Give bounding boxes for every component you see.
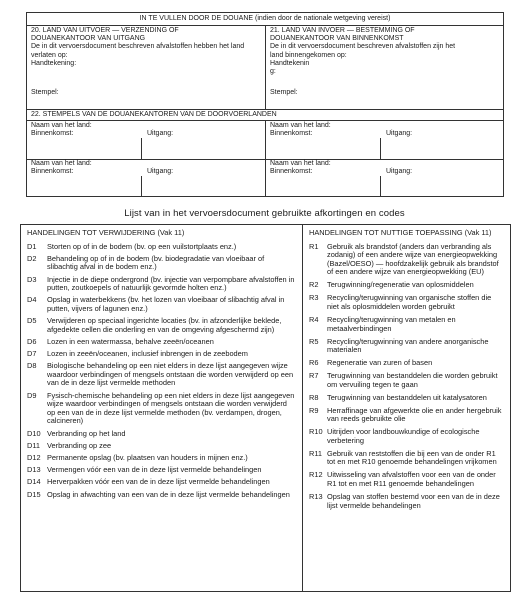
export-import-row: [27, 25, 503, 110]
item-code: D3: [27, 274, 37, 284]
box-20-title-1: 20. LAND VAN UITVOER — VERZENDING OF: [31, 27, 179, 34]
cell-divider: [141, 138, 142, 159]
item-text: Verwijderen op speciaal ingerichte locaties (bv. in afzonderlijke beklede, afgedekte cellen die onderling en van de omgeving afgeschermd zijn): [47, 316, 282, 334]
item-code: R7: [309, 371, 319, 381]
item-text: Gebruik van reststoffen die bij een van de onder R1 tot en met R10 genoemde behandelingen vrijkomen: [327, 448, 497, 467]
item-text: Recycling/terugwinning van metalen en metaalverbindingen: [327, 314, 456, 333]
item-code: D15: [27, 489, 41, 499]
list-item: [309, 394, 504, 403]
item-text: Regeneratie van zuren of basen: [327, 358, 433, 368]
item-code: R8: [309, 392, 319, 402]
entry-label: Binnenkomst:: [270, 130, 313, 137]
item-text: Permanente opslag (bv. plaatsen van houders in mijnen enz.): [47, 453, 248, 462]
entry-label: Binnenkomst:: [31, 168, 74, 175]
cell-divider: [141, 176, 142, 197]
transit-stamps-grid: [27, 121, 503, 197]
list-item: [27, 255, 296, 272]
box-21-title-2: DOUANEKANTOOR VAN BINNENKOMST: [270, 35, 404, 43]
list-item: [27, 338, 296, 347]
box-21-signature: Handtekenin: [270, 59, 310, 67]
box-21-stamp: Stempel:: [270, 88, 298, 96]
item-text: Vermengen vóór een van de in deze lijst vermelde behandelingen: [47, 465, 262, 475]
list-item: [309, 316, 504, 333]
item-text: Uitwisseling van afvalstoffen voor een van de onder R1 tot en met R11 genoemde behandelingen: [327, 470, 496, 488]
transit-cell: [27, 159, 265, 197]
list-item: [27, 442, 296, 451]
item-code: R4: [309, 314, 319, 324]
exit-label: Uitgang:: [147, 168, 174, 175]
box-20-stamp: Stempel:: [31, 88, 59, 96]
customs-header: IN TE VULLEN DOOR DE DOUANE (indien door de nationale wetgeving vereist): [27, 13, 503, 26]
item-code: R13: [309, 491, 323, 501]
list-item: [309, 338, 504, 355]
recovery-title: HANDELINGEN TOT NUTTIGE TOEPASSING (Vak 11): [309, 228, 492, 237]
box-20-text-2: verlaten op:: [31, 51, 68, 59]
list-item: [309, 372, 504, 389]
item-text: Gebruik als brandstof (anders dan verbranding als zodanig) of een andere wijze van energieopwekking (Bazel/OESO) — hoofdzakelijk gebruik als brandstof of een andere wijze van energieopwekking (EU): [327, 241, 499, 277]
list-item: [27, 466, 296, 475]
list-item: [309, 281, 504, 290]
exit-label: Uitgang:: [386, 168, 413, 175]
item-code: D1: [27, 241, 37, 251]
customs-form: [26, 12, 504, 197]
item-text: Herverpakken vóór een van de in deze lijst vermelde behandelingen: [47, 477, 270, 487]
item-code: D12: [27, 453, 41, 462]
codes-table: [20, 224, 511, 592]
item-code: R10: [309, 427, 323, 437]
item-code: R2: [309, 280, 319, 290]
item-text: Herraffinage van afgewerkte olie en ander hergebruik van reeds gebruikte olie: [327, 405, 502, 424]
item-text: Opslag in waterbekkens (bv. het lozen van vloeibaar of slibachtig afval in putten, vijvers of lagunen enz.): [47, 295, 285, 313]
box-22-title: 22. STEMPELS VAN DE DOUANEKANTOREN VAN DE DOORVOERLANDEN: [27, 109, 503, 121]
item-code: D7: [27, 349, 37, 359]
list-item: [27, 296, 296, 313]
list-item: [309, 407, 504, 424]
box-21-signature-tail: g:: [270, 68, 276, 76]
item-code: D11: [27, 440, 41, 450]
item-code: D4: [27, 295, 37, 305]
item-code: D6: [27, 336, 37, 346]
exit-label: Uitgang:: [386, 130, 413, 137]
box-20-export: [27, 25, 265, 109]
item-code: D9: [27, 390, 37, 400]
list-item: [27, 243, 296, 252]
item-text: Storten op of in de bodem (bv. op een vuilstortplaats enz.): [47, 241, 237, 251]
item-code: R12: [309, 470, 323, 480]
list-item: [27, 317, 296, 334]
item-text: Lozen in een watermassa, behalve zeeën/oceanen: [47, 336, 214, 346]
transit-cell: [266, 121, 503, 160]
list-item: [309, 359, 504, 368]
item-code: R11: [309, 448, 323, 458]
item-text: Opslag van stoffen bestemd voor een van de in deze lijst vermelde behandelingen: [327, 491, 500, 510]
item-text: Terugwinning van bestanddelen uit katalysatoren: [327, 392, 487, 402]
list-item: [27, 362, 296, 388]
item-text: Verbranding op het land: [47, 428, 126, 438]
entry-label: Binnenkomst:: [31, 130, 74, 137]
item-text: Biologische behandeling op een niet elders in deze lijst aangegeven wijze waardoor verbindingen of mengsels ontstaan die worden verwijderd op een van de in deze lijst vermelde methoden: [47, 361, 294, 388]
country-name-label: Naam van het land:: [270, 122, 331, 129]
cell-divider: [380, 176, 381, 197]
item-text: Lozen in zeeën/oceanen, inclusief inbrengen in de zeebodem: [47, 349, 248, 359]
list-item: [27, 454, 296, 463]
box-21-import: [265, 25, 503, 109]
item-text: Terugwinning/regeneratie van oplosmiddelen: [327, 280, 474, 290]
list-item: [27, 478, 296, 487]
codes-caption: Lijst van in het vervoersdocument gebruikte afkortingen en codes: [124, 208, 405, 219]
item-code: R6: [309, 358, 319, 368]
item-code: R1: [309, 241, 319, 251]
box-20-signature: Handtekening:: [31, 59, 77, 67]
item-code: D2: [27, 253, 37, 263]
item-code: D14: [27, 477, 41, 487]
item-text: Recycling/terugwinning van andere anorganische materialen: [327, 336, 489, 355]
transit-cell: [266, 159, 503, 197]
item-code: D8: [27, 361, 37, 371]
entry-label: Binnenkomst:: [270, 168, 313, 175]
item-code: R3: [309, 293, 319, 303]
item-code: D5: [27, 316, 37, 326]
box-21-text-2: land binnengekomen op:: [270, 51, 347, 59]
box-20-text-1: De in dit vervoersdocument beschreven afvalstoffen hebben het land: [31, 43, 245, 51]
disposal-column: [21, 225, 302, 507]
list-item: [27, 491, 296, 500]
box-21-title-1: 21. LAND VAN INVOER — BESTEMMING OF: [270, 27, 415, 34]
list-item: [27, 430, 296, 439]
country-name-label: Naam van het land:: [31, 122, 92, 129]
list-item: [309, 243, 504, 277]
item-text: Behandeling op of in de bodem (bv. biodegradatie van vloeibaar of slibachtig afval in de bodem enz.): [47, 253, 265, 272]
list-item: [309, 428, 504, 445]
item-text: Verbranding op zee: [47, 440, 112, 450]
exit-label: Uitgang:: [147, 130, 174, 137]
transit-cell: [27, 121, 265, 160]
item-text: Fysisch-chemische behandeling op een niet elders in deze lijst aangegeven wijze waardoor verbindingen of mengsels ontstaan die worden verwijderd op een van de in deze lijst vermelde methoden (bv. verdampen, drogen, calcineren): [47, 390, 295, 426]
box-21-text-1: De in dit vervoersdocument beschreven afvalstoffen zijn het: [270, 43, 456, 51]
recovery-column: [303, 225, 510, 519]
list-item: [27, 276, 296, 293]
item-code: D13: [27, 465, 41, 475]
transit-column-right: [265, 121, 503, 197]
list-item: [27, 392, 296, 426]
list-item: [309, 493, 504, 510]
item-text: Terugwinning van bestanddelen die worden gebruikt om vervuiling tegen te gaan: [327, 371, 498, 389]
item-code: R9: [309, 405, 319, 415]
disposal-title: HANDELINGEN TOT VERWIJDERING (Vak 11): [27, 228, 185, 237]
item-text: Injectie in de diepe ondergrond (bv. injectie van verpompbare afvalstoffen in putten, zoutkoepels of natuurlijk gevormde holten enz.): [47, 274, 295, 293]
country-name-label: Naam van het land:: [270, 160, 331, 167]
item-text: Opslag in afwachting van een van de in deze lijst vermelde behandelingen: [47, 489, 290, 499]
country-name-label: Naam van het land:: [31, 160, 92, 167]
box-20-title-2: DOUANEKANTOOR VAN UITGANG: [31, 35, 146, 43]
list-item: [309, 471, 504, 488]
cell-divider: [380, 138, 381, 159]
list-item: [309, 450, 504, 467]
item-code: R5: [309, 336, 319, 346]
item-text: Recycling/terugwinning van organische stoffen die niet als oplosmiddelen worden gebruikt: [327, 293, 492, 311]
list-item: [27, 350, 296, 359]
list-item: [309, 294, 504, 311]
transit-column-left: [27, 121, 265, 197]
item-text: Uitrijden voor landbouwkundige of ecologische verbetering: [327, 427, 480, 445]
item-code: D10: [27, 428, 41, 438]
